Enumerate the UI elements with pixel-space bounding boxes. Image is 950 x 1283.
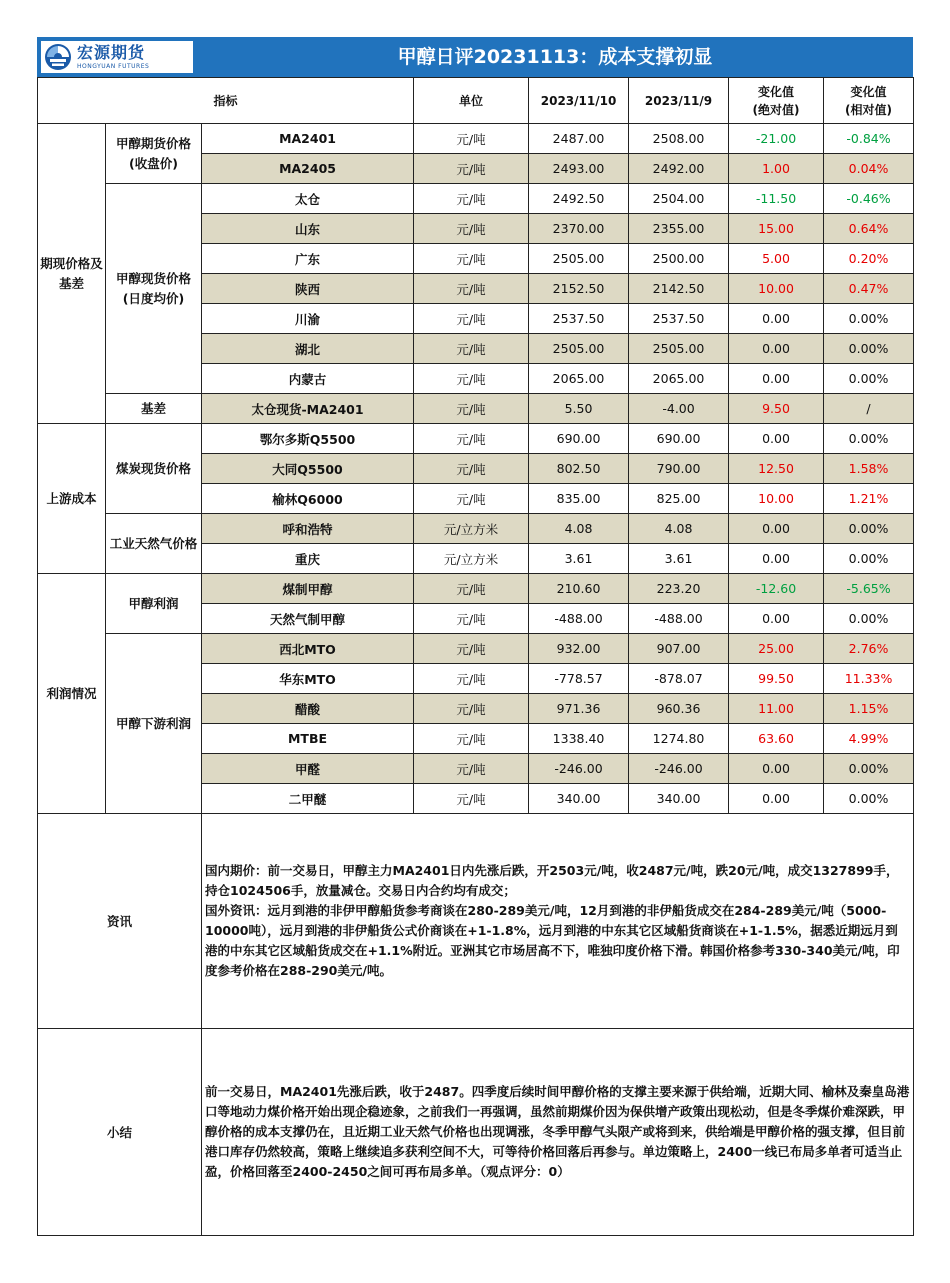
group-label: 期现价格及基差 (38, 124, 106, 424)
value-date2: 2537.50 (629, 304, 729, 334)
value-date2: 2065.00 (629, 364, 729, 394)
value-date1: 971.36 (529, 694, 629, 724)
value-date1: 2505.00 (529, 334, 629, 364)
value-date2: 1274.80 (629, 724, 729, 754)
report-sheet (37, 37, 913, 1236)
unit-cell: 元/吨 (414, 574, 529, 604)
abs-change: 10.00 (729, 274, 824, 304)
rel-change: 0.00% (824, 424, 914, 454)
rel-change: -5.65% (824, 574, 914, 604)
abs-change: 63.60 (729, 724, 824, 754)
value-date2: 2504.00 (629, 184, 729, 214)
value-date1: 2537.50 (529, 304, 629, 334)
header-rel-change (824, 78, 914, 124)
unit-cell: 元/吨 (414, 634, 529, 664)
value-date1: 1338.40 (529, 724, 629, 754)
rel-change: 0.00% (824, 544, 914, 574)
rel-change: 0.00% (824, 604, 914, 634)
table-row (38, 424, 914, 454)
subgroup-label: 基差 (106, 394, 202, 424)
group-label: 利润情况 (38, 574, 106, 814)
value-date2: 825.00 (629, 484, 729, 514)
rel-change: 0.00% (824, 334, 914, 364)
subgroup-label: 甲醇利润 (106, 574, 202, 634)
indicator-name: 湖北 (202, 334, 414, 364)
indicator-name: MTBE (202, 724, 414, 754)
indicator-name: 陕西 (202, 274, 414, 304)
subgroup-label: 甲醇现货价格(日度均价) (106, 184, 202, 394)
value-date1: 2370.00 (529, 214, 629, 244)
abs-change: 25.00 (729, 634, 824, 664)
indicator-name: 二甲醚 (202, 784, 414, 814)
unit-cell: 元/吨 (414, 604, 529, 634)
header-date1: 2023/11/10 (529, 78, 629, 124)
unit-cell: 元/吨 (414, 754, 529, 784)
rel-change: 0.00% (824, 784, 914, 814)
unit-cell: 元/吨 (414, 124, 529, 154)
value-date2: 340.00 (629, 784, 729, 814)
rel-change: 0.04% (824, 154, 914, 184)
unit-cell: 元/吨 (414, 334, 529, 364)
value-date1: 2152.50 (529, 274, 629, 304)
value-date2: -246.00 (629, 754, 729, 784)
table-header-row (38, 78, 914, 124)
indicator-name: 大同Q5500 (202, 454, 414, 484)
abs-change: 10.00 (729, 484, 824, 514)
value-date2: 790.00 (629, 454, 729, 484)
unit-cell: 元/吨 (414, 724, 529, 754)
value-date1: 4.08 (529, 514, 629, 544)
subgroup-label: 煤炭现货价格 (106, 424, 202, 514)
value-date1: -778.57 (529, 664, 629, 694)
rel-change: 11.33% (824, 664, 914, 694)
unit-cell: 元/吨 (414, 694, 529, 724)
value-date1: 802.50 (529, 454, 629, 484)
unit-cell: 元/立方米 (414, 514, 529, 544)
indicator-name: 天然气制甲醇 (202, 604, 414, 634)
subgroup-label: 工业天然气价格 (106, 514, 202, 574)
indicator-name: 太仓 (202, 184, 414, 214)
unit-cell: 元/吨 (414, 784, 529, 814)
indicator-name: MA2405 (202, 154, 414, 184)
value-date2: 2492.00 (629, 154, 729, 184)
rel-change: 0.00% (824, 514, 914, 544)
subgroup-label: 甲醇下游利润 (106, 634, 202, 814)
indicator-name: 西北MTO (202, 634, 414, 664)
value-date1: 2065.00 (529, 364, 629, 394)
unit-cell: 元/吨 (414, 154, 529, 184)
unit-cell: 元/吨 (414, 214, 529, 244)
summary-body (202, 1029, 914, 1236)
abs-change: 0.00 (729, 334, 824, 364)
unit-cell: 元/吨 (414, 364, 529, 394)
value-date1: 210.60 (529, 574, 629, 604)
unit-cell: 元/吨 (414, 454, 529, 484)
rel-change: / (824, 394, 914, 424)
unit-cell: 元/吨 (414, 664, 529, 694)
value-date2: 690.00 (629, 424, 729, 454)
value-date2: 2142.50 (629, 274, 729, 304)
value-date2: -488.00 (629, 604, 729, 634)
table-row (38, 124, 914, 154)
value-date1: 2492.50 (529, 184, 629, 214)
indicator-name: 榆林Q6000 (202, 484, 414, 514)
indicator-name: 华东MTO (202, 664, 414, 694)
rel-change: 1.58% (824, 454, 914, 484)
value-date1: 690.00 (529, 424, 629, 454)
value-date2: 2508.00 (629, 124, 729, 154)
unit-cell: 元/吨 (414, 184, 529, 214)
abs-change: 99.50 (729, 664, 824, 694)
table-row (38, 634, 914, 664)
abs-change: -12.60 (729, 574, 824, 604)
abs-change: 1.00 (729, 154, 824, 184)
unit-cell: 元/吨 (414, 394, 529, 424)
report-title: 甲醇日评20231113：成本支撑初显 (397, 46, 713, 68)
value-date1: -488.00 (529, 604, 629, 634)
unit-cell: 元/立方米 (414, 544, 529, 574)
header-abs-change-line2: (绝对值) (752, 102, 800, 117)
summary-paragraph: 前一交易日，MA2401先涨后跌，收于2487。四季度后续时间甲醇价格的支撑主要来源于供给端，近期大同、榆林及秦皇岛港口等地动力煤价格开始出现企稳迹象，之前我们一再强调，虽然前期煤价因为保供增产政策出现松动，但是冬季煤价难深跌，甲醇价格的成本支撑仍在，且近期工业天然气价格也出现调涨，冬季甲醇气头限产或将到来，供给端是甲醇价格的强支撑，但目前港口库存仍然较高，策略上继续追多获利空间不大，可等待价格回落后再参与。单边策略上，2400一线已布局多单者可适当止盈，价格回落至2400-2450之间可再布局多单。（观点评分：0） (205, 1084, 910, 1179)
unit-cell: 元/吨 (414, 244, 529, 274)
value-date2: 2500.00 (629, 244, 729, 274)
indicator-name: 山东 (202, 214, 414, 244)
rel-change: 0.47% (824, 274, 914, 304)
abs-change: 0.00 (729, 304, 824, 334)
value-date1: 2505.00 (529, 244, 629, 274)
logo-chinese-name: 宏源期货 (77, 42, 146, 62)
rel-change: 0.64% (824, 214, 914, 244)
abs-change: 15.00 (729, 214, 824, 244)
value-date2: 223.20 (629, 574, 729, 604)
value-date2: 2505.00 (629, 334, 729, 364)
indicator-name: 鄂尔多斯Q5500 (202, 424, 414, 454)
hongyuan-logo-icon (44, 43, 72, 71)
rel-change: 2.76% (824, 634, 914, 664)
indicator-name: 甲醛 (202, 754, 414, 784)
value-date2: 3.61 (629, 544, 729, 574)
indicator-name: 太仓现货-MA2401 (202, 394, 414, 424)
rel-change: 1.21% (824, 484, 914, 514)
news-paragraph-foreign: 国外资讯：远月到港的非伊甲醇船货参考商谈在280-289美元/吨，12月到港的非伊船货成交在284-289美元/吨（5000-10000吨），远月到港的非伊船货公式价商谈在+1-1.8%，远月到港的中东其它区域船货商谈在+1-1.5%，据悉近期远月到港的中东其它区域船货成交在+1.1%附近。亚洲其它市场居高不下，唯独印度价格下滑。韩国价格参考330-340美元/吨，印度参考价格在288-290美元/吨。 (205, 903, 900, 978)
value-date1: 2493.00 (529, 154, 629, 184)
title-banner (37, 37, 913, 77)
abs-change: 0.00 (729, 754, 824, 784)
indicator-name: 呼和浩特 (202, 514, 414, 544)
value-date1: 835.00 (529, 484, 629, 514)
rel-change: -0.46% (824, 184, 914, 214)
summary-label: 小结 (38, 1029, 202, 1236)
group-label: 上游成本 (38, 424, 106, 574)
value-date2: 2355.00 (629, 214, 729, 244)
header-abs-change-line1: 变化值 (758, 84, 795, 99)
value-date2: 907.00 (629, 634, 729, 664)
value-date1: 932.00 (529, 634, 629, 664)
news-label: 资讯 (38, 814, 202, 1029)
header-date2: 2023/11/9 (629, 78, 729, 124)
abs-change: 5.00 (729, 244, 824, 274)
abs-change: 11.00 (729, 694, 824, 724)
summary-row (38, 1029, 914, 1236)
news-row (38, 814, 914, 1029)
value-date1: 3.61 (529, 544, 629, 574)
unit-cell: 元/吨 (414, 484, 529, 514)
unit-cell: 元/吨 (414, 274, 529, 304)
rel-change: 0.00% (824, 754, 914, 784)
header-abs-change (729, 78, 824, 124)
subgroup-label: 甲醇期货价格(收盘价) (106, 124, 202, 184)
indicator-name: 醋酸 (202, 694, 414, 724)
notes-table (37, 813, 914, 1236)
indicator-table (37, 77, 914, 814)
table-row (38, 514, 914, 544)
news-paragraph-domestic: 国内期价：前一交易日，甲醇主力MA2401日内先涨后跌，开2503元/吨，收2487元/吨，跌20元/吨，成交1327899手，持仓1024506手，放量减仓。交易日内合约均有成交； (205, 863, 899, 898)
indicator-name: 重庆 (202, 544, 414, 574)
table-row (38, 574, 914, 604)
table-row (38, 184, 914, 214)
abs-change: -21.00 (729, 124, 824, 154)
value-date1: 5.50 (529, 394, 629, 424)
value-date2: 4.08 (629, 514, 729, 544)
indicator-name: 川渝 (202, 304, 414, 334)
abs-change: 0.00 (729, 784, 824, 814)
unit-cell: 元/吨 (414, 304, 529, 334)
company-logo (41, 41, 193, 73)
rel-change: 1.15% (824, 694, 914, 724)
abs-change: 9.50 (729, 394, 824, 424)
indicator-name: 广东 (202, 244, 414, 274)
abs-change: 0.00 (729, 364, 824, 394)
news-body (202, 814, 914, 1029)
header-indicator: 指标 (38, 78, 414, 124)
logo-english-name: HONGYUAN FUTURES (77, 62, 150, 70)
indicator-name: MA2401 (202, 124, 414, 154)
table-row (38, 394, 914, 424)
abs-change: 0.00 (729, 544, 824, 574)
rel-change: 0.20% (824, 244, 914, 274)
abs-change: -11.50 (729, 184, 824, 214)
rel-change: 0.00% (824, 304, 914, 334)
rel-change: 4.99% (824, 724, 914, 754)
header-rel-change-line1: 变化值 (850, 84, 887, 99)
rel-change: -0.84% (824, 124, 914, 154)
indicator-name: 煤制甲醇 (202, 574, 414, 604)
abs-change: 0.00 (729, 604, 824, 634)
value-date1: 2487.00 (529, 124, 629, 154)
value-date1: 340.00 (529, 784, 629, 814)
value-date2: 960.36 (629, 694, 729, 724)
indicator-name: 内蒙古 (202, 364, 414, 394)
header-rel-change-line2: (相对值) (845, 102, 893, 117)
header-unit: 单位 (414, 78, 529, 124)
unit-cell: 元/吨 (414, 424, 529, 454)
value-date2: -878.07 (629, 664, 729, 694)
abs-change: 0.00 (729, 424, 824, 454)
rel-change: 0.00% (824, 364, 914, 394)
value-date1: -246.00 (529, 754, 629, 784)
value-date2: -4.00 (629, 394, 729, 424)
abs-change: 0.00 (729, 514, 824, 544)
abs-change: 12.50 (729, 454, 824, 484)
